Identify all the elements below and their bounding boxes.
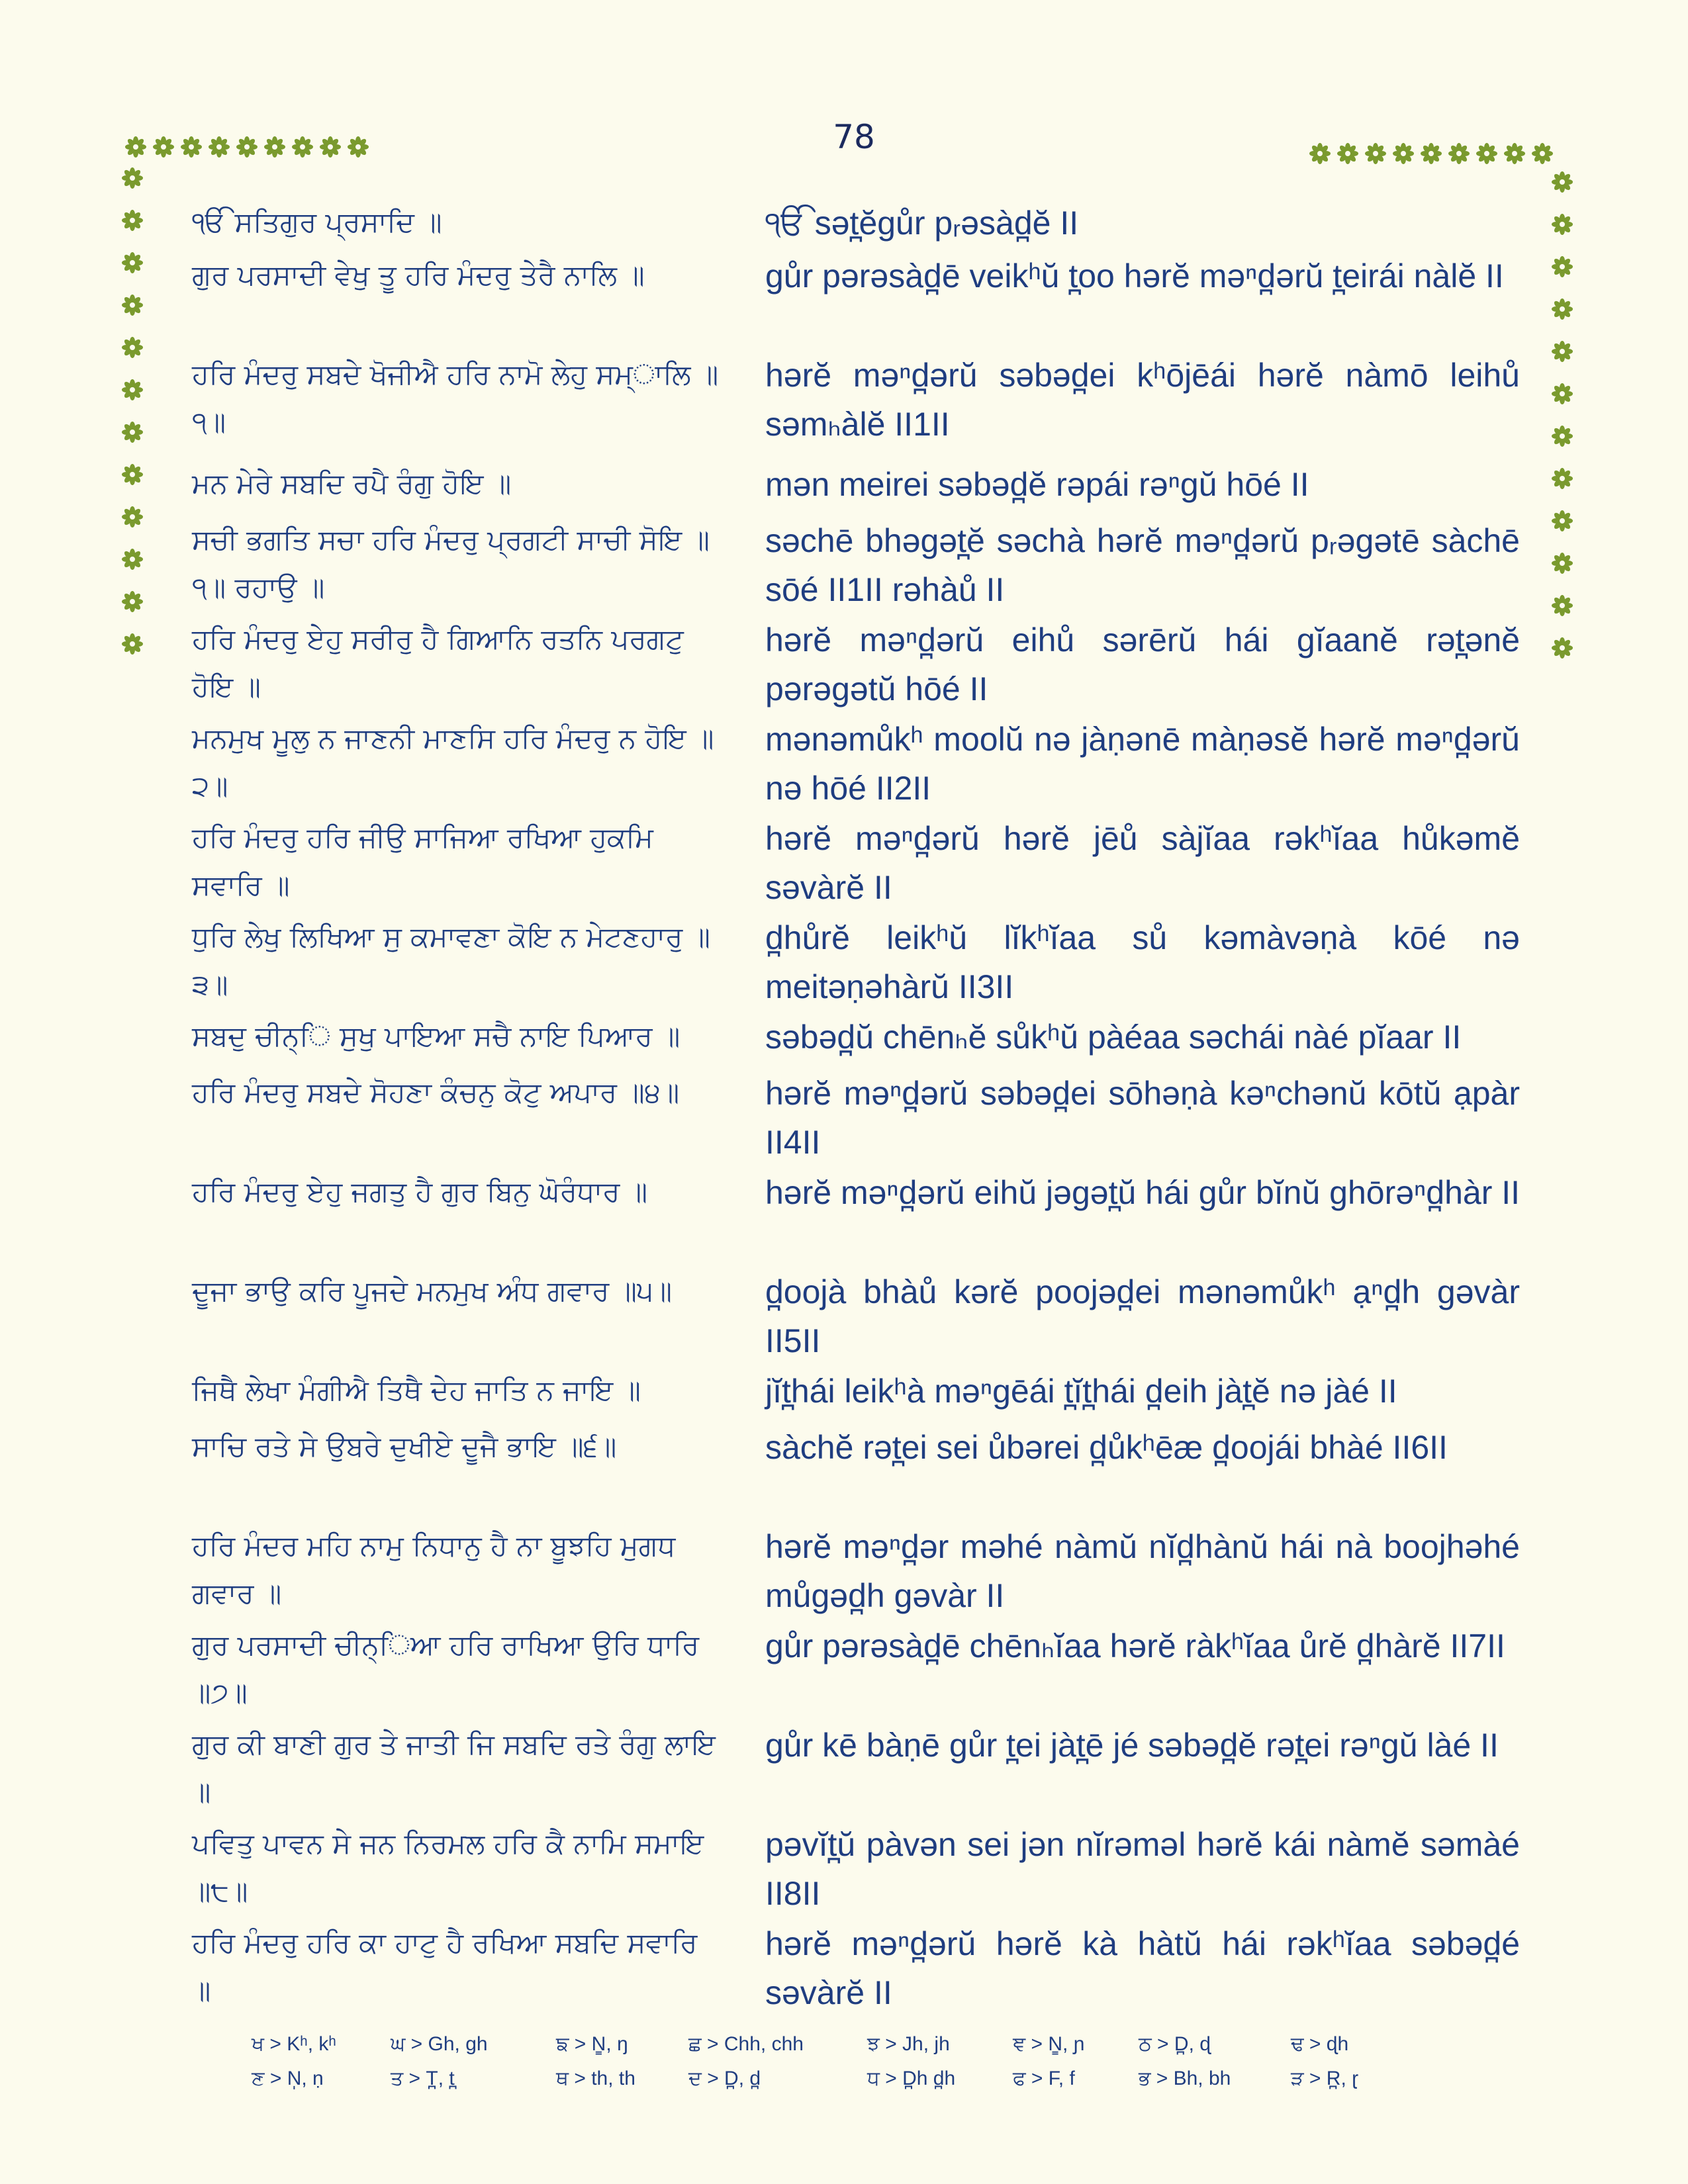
transliteration-line: sàchĕ rət̪ei sei ůbərei d̪ůkʰēæ d̪oojái bhàé II6II <box>765 1429 1448 1466</box>
flower-ornament-icon <box>319 136 342 158</box>
flower-ornament-icon <box>124 136 147 158</box>
flower-ornament-icon <box>1551 171 1573 193</box>
flower-ornament-icon <box>152 136 175 158</box>
flower-ornament-icon <box>1336 142 1359 165</box>
flower-ornament-icon <box>236 136 258 158</box>
gurmukhi-line: ਹਰਿ ਮੰਦਰੁ ਹਰਿ ਕਾ ਹਾਟੁ ਹੈ ਰਖਿਆ ਸਬਦਿ ਸਵਾਰਿ ॥ <box>192 1927 698 2007</box>
flower-ornament-icon <box>1309 142 1331 165</box>
flower-ornament-icon <box>121 294 144 316</box>
flower-ornament-icon <box>1551 298 1573 320</box>
legend-item: ਤ > T̪, t̪ <box>391 2068 455 2089</box>
legend-item: ਢ > ɖh <box>1291 2033 1349 2055</box>
gurmukhi-line: ਸਾਚਿ ਰਤੇ ਸੇ ਉਬਰੇ ਦੁਖੀਏ ਦੂਜੈ ਭਾਇ ॥੬॥ <box>192 1430 617 1463</box>
legend-item: ਭ > Bh, bh <box>1139 2068 1231 2089</box>
legend-item: ਘ > Gh, gh <box>391 2033 488 2055</box>
transliteration-line: d̪oojà bhàů kərĕ poojəd̪ei mənəmůkʰ ạⁿd̪h gəvàr II5II <box>765 1273 1520 1359</box>
page-number: 78 <box>833 118 875 156</box>
flower-ornament-icon <box>1551 552 1573 574</box>
legend-item: ਝ > Jh, jh <box>867 2033 950 2055</box>
flower-ornament-icon <box>121 633 144 655</box>
gurmukhi-line: ਗੁਰ ਪਰਸਾਦੀ ਚੀਨ੍ਿਆ ਹਰਿ ਰਾਖਿਆ ਉਰਿ ਧਾਰਿ ॥੭॥ <box>192 1629 700 1709</box>
gurmukhi-line: ਗੁਰ ਪਰਸਾਦੀ ਵੇਖੁ ਤੂ ਹਰਿ ਮੰਦਰੁ ਤੇਰੈ ਨਾਲਿ ॥ <box>192 259 645 291</box>
gurmukhi-line: ਜਿਥੈ ਲੇਖਾ ਮੰਗੀਐ ਤਿਥੈ ਦੇਹ ਜਾਤਿ ਨ ਜਾਇ ॥ <box>192 1374 641 1406</box>
legend-item: ਛ > Chh, chh <box>688 2033 804 2055</box>
transliteration-line: mən meirei səbəd̪ĕ rəpái rəⁿgŭ hōé II <box>765 466 1309 503</box>
flower-ornament-icon <box>121 590 144 613</box>
transliteration-line: ੴ sət̪ĕgůr pᵣəsàd̪ĕ II <box>765 205 1079 242</box>
transliteration-line: jĭt̪hái leikʰà məⁿgēái t̪ĭt̪hái d̪eih jàt̪ĕ nə jàé II <box>765 1373 1397 1410</box>
flower-ornament-icon <box>121 548 144 570</box>
flower-ornament-icon <box>121 463 144 486</box>
transliteration-line: hərĕ məⁿd̪ərŭ səbəd̪ei kʰōjēái hərĕ nàmō leihů səmₕàlĕ II1II <box>765 357 1520 443</box>
flower-ornament-icon <box>121 421 144 443</box>
gurmukhi-line: ਹਰਿ ਮੰਦਰੁ ਸਬਦੇ ਖੋਜੀਐ ਹਰਿ ਨਾਮੋ ਲੇਹੁ ਸਮ੍ਾਲਿ ॥੧॥ <box>192 358 719 438</box>
legend-item: ਖ > Kʰ, kʰ <box>252 2033 336 2055</box>
gurmukhi-line: ਮਨ ਮੇਰੇ ਸਬਦਿ ਰਪੈ ਰੰਗੁ ਹੋਇ ॥ <box>192 467 512 500</box>
transliteration-line: pəvĭt̪ŭ pàvən sei jən nĭrəməl hərĕ kái nàmĕ səmàé II8II <box>765 1826 1520 1912</box>
gurmukhi-line: ਹਰਿ ਮੰਦਰੁ ਸਬਦੇ ਸੋਹਣਾ ਕੰਚਨੁ ਕੋਟੁ ਅਪਾਰ ॥੪॥ <box>192 1076 680 1109</box>
gurmukhi-line: ਸਬਦੁ ਚੀਨ੍ਿ ਸੁਖੁ ਪਾਇਆ ਸਚੈ ਨਾਇ ਪਿਆਰ ॥ <box>192 1020 680 1052</box>
flower-ornament-icon <box>291 136 314 158</box>
flower-ornament-icon <box>1476 142 1498 165</box>
transliteration-line: gůr pərəsàd̪ē veikʰŭ t̪oo hərĕ məⁿd̪ərŭ t̪eirái nàlĕ II <box>765 257 1504 295</box>
transliteration-line: gůr pərəsàd̪ē chēnₕĭaa hərĕ ràkʰĭaa ůrĕ d̪hàrĕ II7II <box>765 1627 1505 1664</box>
legend-item: ਠ > D̪, ɖ <box>1139 2033 1211 2055</box>
transliteration-line: gůr kē bàṇē gůr t̪ei jàt̪ē jé səbəd̪ĕ rət̪ei rəⁿgŭ làé II <box>765 1727 1499 1764</box>
transliteration-line: hərĕ məⁿd̪ərŭ hərĕ kà hàtŭ hái rəkʰĭaa səbəd̪é səvàrĕ II <box>765 1925 1520 2011</box>
flower-ornament-icon <box>1551 467 1573 490</box>
flower-ornament-icon <box>1503 142 1526 165</box>
flower-ornament-icon <box>1531 142 1554 165</box>
legend-item: ਦ > D̪, d̪ <box>688 2068 761 2089</box>
transliteration-line: mənəmůkʰ moolŭ nə jàṇənē màṇəsĕ hərĕ məⁿd̪ərŭ nə hōé II2II <box>765 721 1520 807</box>
flower-ornament-icon <box>1392 142 1415 165</box>
transliteration-line: səchē bhəgət̪ĕ səchà hərĕ məⁿd̪ərŭ pᵣəgətē sàchē sōé II1II rəhàů II <box>765 522 1520 608</box>
flower-ornament-icon <box>1551 594 1573 617</box>
gurmukhi-line: ਹਰਿ ਮੰਦਰ ਮਹਿ ਨਾਮੁ ਨਿਧਾਨੁ ਹੈ ਨਾ ਬੂਝਹਿ ਮੁਗਧ ਗਵਾਰ ॥ <box>192 1529 676 1610</box>
transliteration-line: hərĕ məⁿd̪ərŭ eihŭ jəgət̪ŭ hái gůr bĭnŭ ghōrəⁿd̪hàr II <box>765 1174 1521 1211</box>
flower-ornament-icon <box>1551 340 1573 363</box>
gurmukhi-line: ਦੂਜਾ ਭਾਉ ਕਰਿ ਪੂਜਦੇ ਮਨਮੁਖ ਅੰਧ ਗਵਾਰ ॥੫॥ <box>192 1275 673 1307</box>
gurmukhi-line: ਹਰਿ ਮੰਦਰੁ ਏਹੁ ਸਰੀਰੁ ਹੈ ਗਿਆਨਿ ਰਤਨਿ ਪਰਗਟੁ ਹੋਇ ॥ <box>192 623 684 703</box>
gurmukhi-line: ਮਨਮੁਖ ਮੂਲੁ ਨ ਜਾਣਨੀ ਮਾਣਸਿ ਹਰਿ ਮੰਦਰੁ ਨ ਹੋਇ ॥੨॥ <box>192 722 714 802</box>
transliteration-line: səbəd̪ŭ chēnₕĕ sůkʰŭ pàéaa səchái nàé pĭaar II <box>765 1019 1462 1056</box>
flower-ornament-icon <box>1448 142 1470 165</box>
gurmukhi-line: ਹਰਿ ਮੰਦਰੁ ਏਹੁ ਜਗਤੁ ਹੈ ਗੁਰ ਬਿਨੁ ਘੋਰੰਧਾਰ ॥ <box>192 1175 648 1208</box>
flower-ornament-icon <box>208 136 230 158</box>
flower-ornament-icon <box>121 336 144 359</box>
flower-ornament-icon <box>121 167 144 189</box>
gurmukhi-line: ੴ ਸਤਿਗੁਰ ਪ੍ਰਸਾਦਿ ॥ <box>192 206 442 238</box>
transliteration-line: hərĕ məⁿd̪ərŭ hərĕ jēů sàjĭaa rəkʰĭaa hůkəmĕ səvàrĕ II <box>765 820 1520 906</box>
flower-ornament-icon <box>121 209 144 232</box>
flower-ornament-icon <box>1551 383 1573 405</box>
flower-ornament-icon <box>1551 213 1573 236</box>
legend-item: ੜ > R̪, ɽ <box>1291 2068 1359 2089</box>
flower-ornament-icon <box>347 136 369 158</box>
flower-ornament-icon <box>121 379 144 401</box>
flower-ornament-icon <box>180 136 203 158</box>
transliteration-line: hərĕ məⁿd̪ərŭ səbəd̪ei sōhəṇà kəⁿchənŭ kōtŭ ạpàr II4II <box>765 1075 1520 1161</box>
legend-item: ਣ > N̩, ṇ <box>252 2068 324 2089</box>
transliteration-line: d̪hůrĕ leikʰŭ lĭkʰĭaa sů kəmàvəṇà kōé nə meitəṇəhàrŭ II3II <box>765 919 1520 1005</box>
transliteration-legend <box>252 2033 1443 2102</box>
legend-row <box>252 2033 1443 2068</box>
legend-item: ਥ > th, th <box>556 2068 635 2089</box>
flower-ornament-icon <box>1551 637 1573 659</box>
flower-ornament-icon <box>1364 142 1387 165</box>
flower-ornament-icon <box>263 136 286 158</box>
flower-ornament-icon <box>1551 510 1573 532</box>
flower-ornament-icon <box>1420 142 1442 165</box>
gurmukhi-line: ਪਵਿਤੁ ਪਾਵਨ ਸੇ ਜਨ ਨਿਰਮਲ ਹਰਿ ਕੈ ਨਾਮਿ ਸਮਾਇ ॥੮॥ <box>192 1827 704 1907</box>
flower-ornament-icon <box>121 251 144 274</box>
legend-item: ਧ > D̪h d̪h <box>867 2068 956 2089</box>
legend-row <box>252 2068 1443 2102</box>
transliteration-line: hərĕ məⁿd̪ərŭ eihů sərērŭ hái gĭaanĕ rət̪ənĕ pərəgətŭ hōé II <box>765 621 1520 707</box>
gurmukhi-line: ਧੁਰਿ ਲੇਖੁ ਲਿਖਿਆ ਸੁ ਕਮਾਵਣਾ ਕੋਇ ਨ ਮੇਟਣਹਾਰੁ ॥੩॥ <box>192 921 710 1001</box>
transliteration-line: hərĕ məⁿd̪ər məhé nàmŭ nĭd̪hànŭ hái nà boojhəhé můgəd̪h gəvàr II <box>765 1528 1520 1614</box>
flower-ornament-icon <box>121 506 144 528</box>
legend-item: ਫ > F, f <box>1013 2068 1075 2089</box>
flower-ornament-icon <box>1551 255 1573 278</box>
flower-ornament-icon <box>1551 425 1573 447</box>
gurmukhi-line: ਗੁਰ ਕੀ ਬਾਣੀ ਗੁਰ ਤੇ ਜਾਤੀ ਜਿ ਸਬਦਿ ਰਤੇ ਰੰਗੁ ਲਾਇ ॥ <box>192 1728 716 1808</box>
gurmukhi-line: ਸਚੀ ਭਗਤਿ ਸਚਾ ਹਰਿ ਮੰਦਰੁ ਪ੍ਰਗਟੀ ਸਾਚੀ ਸੋਇ ॥੧॥ ਰਹਾਉ ॥ <box>192 523 710 604</box>
legend-item: ਞ > N̳, ɲ <box>1013 2033 1085 2055</box>
gurmukhi-line: ਹਰਿ ਮੰਦਰੁ ਹਰਿ ਜੀਉ ਸਾਜਿਆ ਰਖਿਆ ਹੁਕਮਿ ਸਵਾਰਿ ॥ <box>192 821 653 901</box>
legend-item: ਙ > N̳, ŋ <box>556 2033 628 2055</box>
